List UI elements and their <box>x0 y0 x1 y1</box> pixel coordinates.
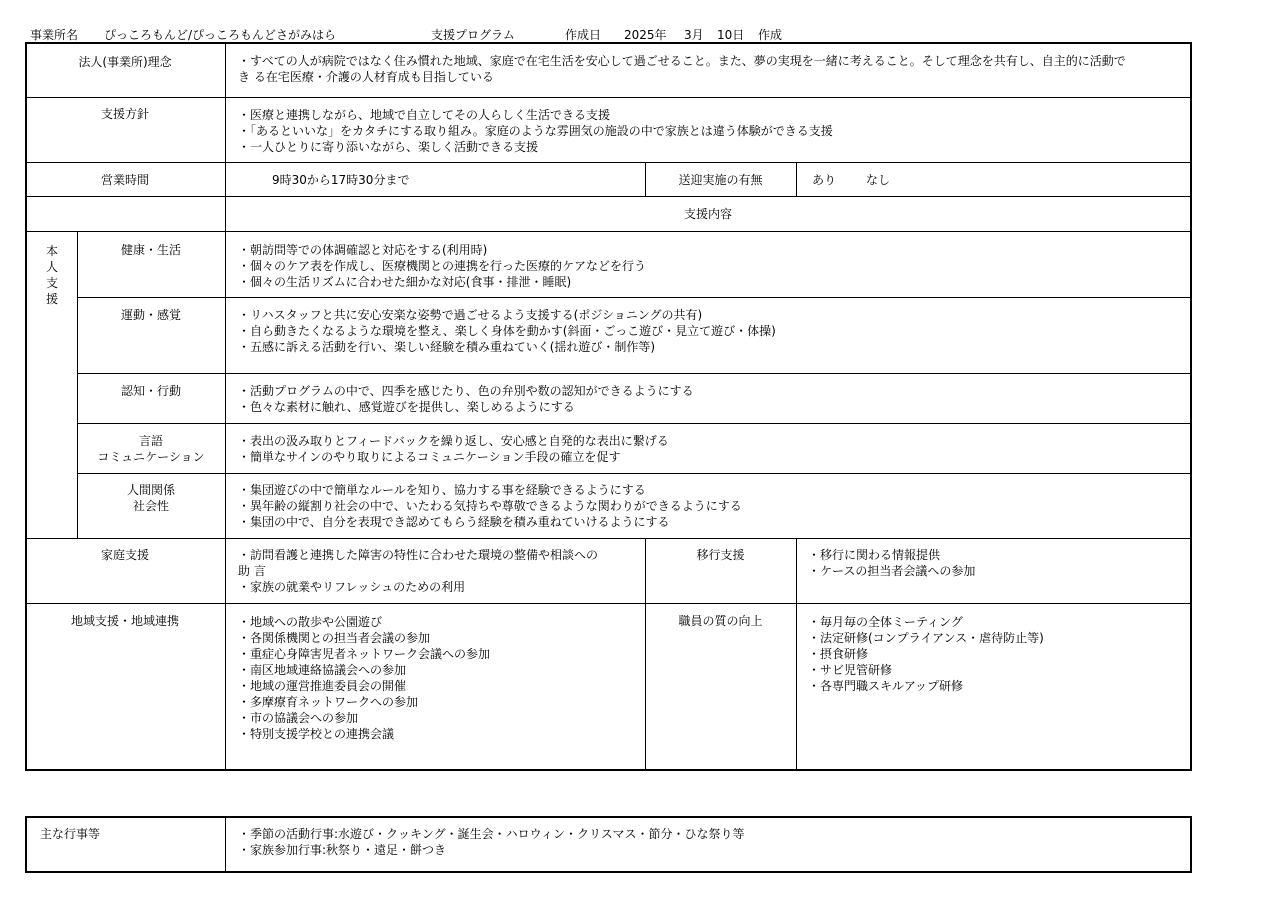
community-line: ・各関係機関との担当者会議の参加 <box>238 631 431 645</box>
support-line: ・表出の汲み取りとフィードバックを繰り返し、安心感と自発的な表出に繋げる <box>238 434 669 448</box>
events-line: ・季節の活動行事:水遊び・クッキング・誕生会・ハロウィン・クリスマス・節分・ひな祭り等 <box>238 827 745 841</box>
support-line: ・活動プログラムの中で、四季を感じたり、色の弁別や数の認知ができるようにする <box>238 384 694 398</box>
support-line: ・集団の中で、自分を表現でき認めてもらう経験を積み重ねていけるようにする <box>238 515 670 529</box>
policy-text <box>238 107 833 155</box>
support-row-text <box>238 242 646 290</box>
family-support-label: 家庭支援 <box>100 548 149 562</box>
support-row-text <box>238 482 742 530</box>
transition-support-text <box>808 547 975 579</box>
program-title: 支援プログラム <box>431 28 515 42</box>
events-text <box>238 826 745 858</box>
family-line: 助 言 <box>238 564 266 578</box>
support-row-label: 社会性 <box>132 499 169 513</box>
community-line: ・重症心身障害児者ネットワーク会議への参加 <box>238 647 491 661</box>
support-content-header: 支援内容 <box>683 207 732 221</box>
created-label: 作成日 <box>565 28 602 42</box>
support-line: ・簡単なサインのやり取りによるコミュニケーション手段の確立を促す <box>238 450 621 464</box>
community-line: ・市の協議会への参加 <box>238 711 359 725</box>
support-line: ・個々の生活リズムに合わせた細かな対応(食事・排泄・睡眠) <box>238 275 572 289</box>
support-row-label: コミュニケーション <box>97 450 205 464</box>
events-label: 主な行事等 <box>40 827 101 841</box>
transport-no: なし <box>866 173 891 187</box>
staff-line: ・サビ児管研修 <box>808 663 893 677</box>
staff-line: ・摂食研修 <box>808 647 869 661</box>
support-line: ・集団遊びの中で簡単なルールを知り、協力する事を経験できるようにする <box>238 483 646 497</box>
staff-quality-label: 職員の質の向上 <box>678 614 763 628</box>
support-row-label: 健康・生活 <box>120 243 181 257</box>
family-line: ・家族の就業やリフレッシュのための利用 <box>238 580 466 594</box>
support-row-text <box>238 307 776 355</box>
community-line: ・南区地域連絡協議会への参加 <box>238 663 407 677</box>
created-suffix: 作成 <box>758 28 783 42</box>
created-month: 3月 <box>684 28 704 42</box>
community-support-label: 地域支援・地域連携 <box>70 614 179 628</box>
support-row-label: 運動・感覚 <box>120 308 181 322</box>
staff-line: ・毎月毎の全体ミーティング <box>808 615 963 629</box>
family-line: ・訪問看護と連携した障害の特性に合わせた環境の整備や相談への <box>238 548 599 562</box>
staff-line: ・各専門職スキルアップ研修 <box>808 679 964 693</box>
support-row-text <box>238 433 669 465</box>
support-row-text <box>238 383 694 415</box>
support-line: ・自ら動きたくなるような環境を整え、楽しく身体を動かす(斜面・ごっこ遊び・見立て遊び・体操) <box>238 324 776 338</box>
events-line: ・家族参加行事:秋祭り・遠足・餅つき <box>238 843 447 857</box>
policy-label: 支援方針 <box>100 107 149 121</box>
policy-line: ・「あるといいな」をカタチにする取り組み。家庭のような雰囲気の施設の中で家族とは違う体験ができる支援 <box>238 124 833 138</box>
hours-label: 営業時間 <box>100 173 149 187</box>
transport-yes: あり <box>812 173 837 187</box>
support-row-label: 人間関係 <box>126 483 175 497</box>
facility-label: 事業所名 <box>30 28 79 42</box>
support-row-label: 言語 <box>138 434 163 448</box>
support-line: ・個々のケア表を作成し、医療機関との連携を行った医療的ケアなどを行う <box>238 259 647 273</box>
community-line: ・地域への散歩や公園遊び <box>238 615 383 629</box>
transition-line: ・ケースの担当者会議への参加 <box>808 564 976 578</box>
community-support-text <box>238 614 490 742</box>
facility-name: ぴっころもんど/ぴっころもんどさがみはら <box>104 28 337 42</box>
community-line: ・特別支援学校との連携会議 <box>238 727 395 741</box>
support-line: ・リハスタッフと共に安心安楽な姿勢で過ごせるよう支援する(ポジショニングの共有) <box>238 308 703 322</box>
philosophy-text <box>238 53 1126 85</box>
transport-label: 送迎実施の有無 <box>678 173 763 187</box>
philosophy-label: 法人(事業所)理念 <box>78 55 172 69</box>
philosophy-line: き る在宅医療・介護の人材育成も目指している <box>238 70 494 84</box>
policy-line: ・一人ひとりに寄り添いながら、楽しく活動できる支援 <box>238 140 539 154</box>
support-line: ・色々な素材に触れ、感覚遊びを提供し、楽しめるようにする <box>238 400 575 414</box>
created-year: 2025年 <box>624 28 667 42</box>
hours-value: 9時30から17時30分まで <box>272 173 410 187</box>
transition-line: ・移行に関わる情報提供 <box>808 548 941 562</box>
community-line: ・多摩療育ネットワークへの参加 <box>238 695 419 709</box>
philosophy-line: ・すべての人が病院ではなく住み慣れた地域、家庭で在宅生活を安心して過ごせること。また、夢の実現を一緒に考えること。そして理念を共有し、自主的に活動で <box>238 54 1126 68</box>
staff-line: ・法定研修(コンプライアンス・虐待防止等) <box>808 631 1044 645</box>
policy-line: ・医療と連携しながら、地域で自立してその人らしく生活できる支援 <box>238 108 611 122</box>
family-support-text <box>238 547 598 595</box>
support-line: ・朝訪問等での体調確認と対応をする(利用時) <box>238 243 488 257</box>
personal-support-label: 本人支援 <box>45 244 58 306</box>
support-line: ・異年齢の縦割り社会の中で、いたわる気持ちや尊敬できるような関わりができるようにする <box>238 499 742 513</box>
staff-quality-text <box>808 614 1044 694</box>
support-line: ・五感に訴える活動を行い、楽しい経験を積み重ねていく(揺れ遊び・制作等) <box>238 340 656 354</box>
created-day: 10日 <box>717 28 745 42</box>
community-line: ・地域の運営推進委員会の開催 <box>238 679 407 693</box>
transition-support-label: 移行支援 <box>696 548 745 562</box>
support-row-label: 認知・行動 <box>120 384 181 398</box>
